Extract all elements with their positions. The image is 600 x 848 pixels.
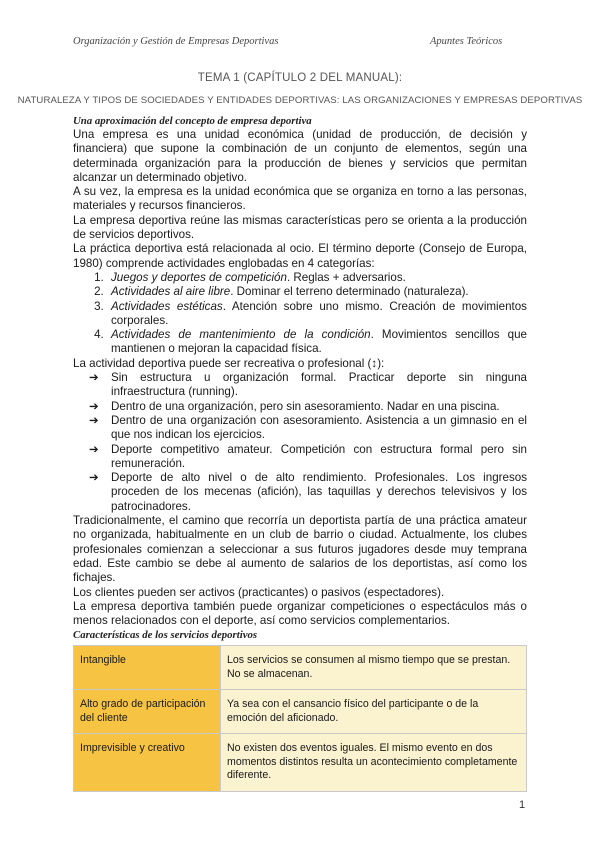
list-item-text: Deporte competitivo amateur. Competición con estructura formal pero sin remuneración.	[111, 442, 527, 470]
table-row	[74, 646, 527, 690]
section-heading: Una aproximación del concepto de empresa deportiva	[73, 115, 312, 127]
list-item	[107, 328, 527, 357]
arrow-right-icon: ➔	[89, 442, 99, 456]
arrow-right-icon: ➔	[89, 399, 99, 413]
activity-levels-list	[73, 371, 527, 514]
paragraph: Tradicionalmente, el camino que recorría un deportista partía de una práctica amateur no organizada, habitualmente en un club de barrio o ciudad. Actualmente, los clubes profesionales comienzan a seleccionar a sus futuros jugadores desde muy temprana edad. Este cambio se debe al aumento de salarios de los deportistas, así como los fichajes.	[73, 514, 527, 585]
table-key-cell: Intangible	[74, 646, 221, 690]
category-term: Actividades de mantenimiento de la condición	[111, 328, 371, 342]
arrow-right-icon: ➔	[89, 413, 99, 427]
table-value-cell: Ya sea con el cansancio físico del participante o de la emoción del aficionado.	[221, 690, 527, 734]
paragraph: La empresa deportiva también puede organizar competiciones o espectáculos más o menos relacionados con el deporte, así como servicios complementarios.	[73, 599, 527, 628]
paragraph: A su vez, la empresa es la unidad económica que se organiza en torno a las personas, materiales y recursos financieros.	[73, 185, 527, 213]
list-item-text: Deporte de alto nivel o de alto rendimiento. Profesionales. Los ingresos proceden de los mecenas (afición), las taquillas y derechos televisivos y los patrocinadores.	[111, 471, 527, 513]
list-item-text: Dentro de una organización, pero sin asesoramiento. Nadar en una piscina.	[111, 399, 500, 413]
document-body	[73, 114, 527, 642]
categories-list	[73, 271, 527, 357]
arrow-right-icon: ➔	[89, 471, 99, 485]
category-desc: . Reglas + adversarios.	[286, 270, 406, 284]
list-item	[89, 371, 527, 400]
category-term: Juegos y deportes de competición	[111, 270, 287, 284]
header-notes-label: Apuntes Teóricos	[430, 36, 503, 47]
paragraph: La empresa deportiva reúne las mismas características pero se orienta a la producción de servicios deportivos.	[73, 213, 527, 242]
list-item	[107, 285, 527, 299]
list-item	[89, 413, 527, 443]
category-desc: . Dominar el terreno determinado (naturaleza).	[230, 285, 469, 299]
chapter-title: TEMA 1 (CAPÍTULO 2 DEL MANUAL):	[197, 72, 403, 84]
chapter-subtitle: NATURALEZA Y TIPOS DE SOCIEDADES Y ENTIDADES DEPORTIVAS: LAS ORGANIZACIONES Y EMPRESAS DEPORTIVAS	[17, 95, 583, 106]
category-desc: . Movimientos sencillos que mantienen o mejoran la capacidad física.	[111, 328, 527, 356]
header-course-title: Organización y Gestión de Empresas Deportivas	[73, 36, 279, 47]
list-item	[89, 471, 527, 514]
paragraph: Una empresa es una unidad económica (unidad de producción, de decisión y financiera) que supone la combinación de un conjunto de elementos, según una determinada organización para la producción de bienes y servicios que permitan alcanzar un determinado objetivo.	[73, 128, 527, 184]
list-item-text: Dentro de una organización con asesoramiento. Asistencia a un gimnasio en el que nos indican los ejercicios.	[111, 413, 527, 442]
category-term: Actividades estéticas	[111, 299, 223, 313]
category-term: Actividades al aire libre	[111, 285, 231, 299]
list-item	[89, 442, 527, 472]
paragraph: Los clientes pueden ser activos (practicantes) o pasivos (espectadores).	[73, 585, 445, 599]
paragraph: La actividad deportiva puede ser recreativa o profesional (↕):	[73, 356, 385, 370]
section-heading: Características de los servicios deportivos	[73, 629, 258, 642]
table-key-cell: Alto grado de participación del cliente	[74, 690, 221, 734]
table-row	[74, 734, 527, 792]
table-value-cell: No existen dos eventos iguales. El mismo evento en dos momentos distintos resulta un acontecimiento completamente diferente.	[221, 734, 527, 792]
category-desc: . Atención sobre uno mismo. Creación de movimientos corporales.	[111, 299, 527, 327]
table-row	[74, 690, 527, 734]
table-value-cell: Los servicios se consumen al mismo tiempo que se prestan. No se almacenan.	[221, 646, 527, 690]
list-item	[89, 399, 527, 414]
paragraph: La práctica deportiva está relacionada al ocio. El término deporte (Consejo de Europa, 1980) comprende actividades englobadas en 4 categorías:	[73, 242, 527, 270]
page-number: 1	[519, 799, 526, 811]
arrow-right-icon: ➔	[89, 371, 99, 385]
characteristics-table	[73, 645, 527, 792]
list-item	[107, 271, 527, 285]
list-item-text: Sin estructura u organización formal. Practicar deporte sin ninguna infraestructura (running).	[111, 371, 527, 399]
table-key-cell: Imprevisible y creativo	[74, 734, 221, 792]
list-item	[107, 300, 527, 329]
